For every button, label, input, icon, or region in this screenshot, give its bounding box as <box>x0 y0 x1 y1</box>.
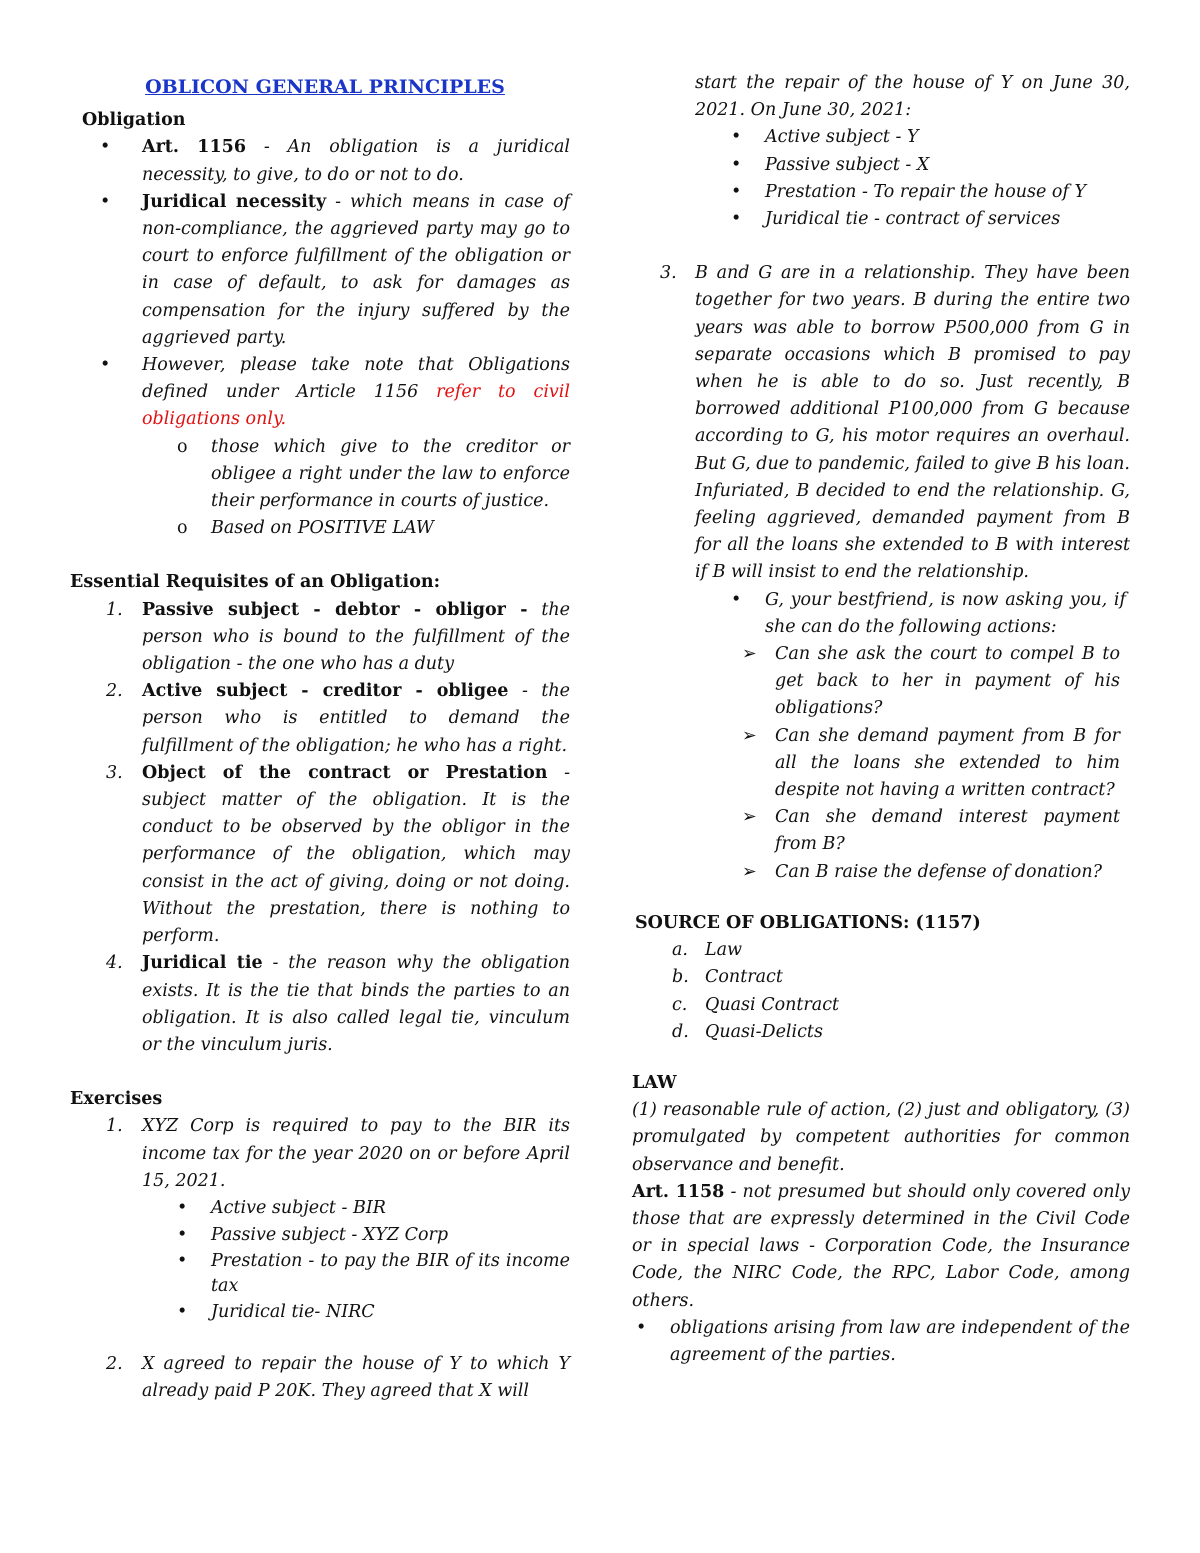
arrow-bullet-icon: ➢ <box>742 644 757 665</box>
circle-bullet-icon: o <box>177 518 188 539</box>
bullet-icon: • <box>731 589 742 610</box>
arrow-bullet-icon: ➢ <box>742 807 757 828</box>
ex3-question: ➢ Can B raise the defense of donation? <box>632 859 1130 886</box>
ex3-question: ➢ Can she ask the court to compel B to get back to her in payment of his obligations? <box>632 641 1130 723</box>
ex3-question: ➢ Can she demand interest payment from B? <box>632 804 1130 858</box>
bullet-icon: • <box>731 209 742 230</box>
bullet-art-1156: • Art. 1156 - An obligation is a juridical necessity, to give, to do or not to do. <box>70 134 570 188</box>
source-item: a. Law <box>672 940 743 961</box>
bullet-icon: • <box>177 1251 188 1272</box>
ex2-bullet: • Active subject - Y <box>632 124 1130 151</box>
law-heading: LAW <box>632 1072 677 1093</box>
art-1158: Art. 1158 - not presumed but should only covered only those that are expressly determined in the Civil Code or in special laws - Corporation Code, the Insurance Code, the NIRC Code, the RPC, Labor Code, among others. <box>632 1181 1130 1311</box>
sources-heading: SOURCE OF OBLIGATIONS: (1157) <box>635 912 981 933</box>
ex1-bullet: • Prestation - to pay the BIR of its income tax <box>177 1251 570 1297</box>
ex1-bullet: • Active subject - BIR <box>70 1195 570 1222</box>
bullet-icon: • <box>100 191 111 212</box>
bullet-icon: • <box>177 1225 188 1246</box>
exercises-heading: Exercises <box>70 1089 163 1110</box>
bullet-however: • However, please take note that Obligations defined under Article 1156 refer to civil obligations only. <box>70 352 570 434</box>
sub-bullet-positive-law: o Based on POSITIVE LAW <box>70 515 570 542</box>
source-item: c. Quasi Contract <box>672 994 840 1015</box>
sub-bullet-creditor: o those which give to the creditor or obligee a right under the law to enforce their performance in courts of justice. <box>70 434 570 516</box>
bullet-juridical-necessity: • Juridical necessity - which means in case of non-compliance, the aggrieved party may go to court to enforce fulfillment of the obligation or in case of default, to ask for damages as compensation for the injury suffered by the aggrieved party. <box>70 189 570 352</box>
bullet-icon: • <box>100 137 111 158</box>
law-definition: (1) reasonable rule of action, (2) just and obligatory, (3) promulgated by competent authorities for common observance and benefit. <box>632 1100 1130 1175</box>
bullet-icon: • <box>636 1317 647 1338</box>
ex2-bullet: • Juridical tie - contract of services <box>632 206 1130 233</box>
exercise-item-2-continued: start the repair of the house of Y on June 30, 2021. On June 30, 2021: <box>695 73 1130 121</box>
bullet-icon: • <box>731 181 742 202</box>
exercise-item-1: 1. XYZ Corp is required to pay to the BIR its income tax for the year 2020 on or before April 15, 2021. <box>106 1116 570 1191</box>
bullet-icon: • <box>731 127 742 148</box>
essential-requisites-heading: Essential Requisites of an Obligation: <box>70 572 441 593</box>
exercise-item-3: 3. B and G are in a relationship. They have been together for two years. B during the entire two years was able to borrow P500,000 from G in separate occasions which B promised to pay when he is able to do so. Just recently, B borrowed additional P100,000 from G because according to G, his motor requires an overhaul. But G, due to pandemic, failed to give B his loan. Infuriated, B decided to end the relationship. G, feeling aggrieved, demanded payment from B for all the loans she extended to B with interest if B will insist to end the relationship. <box>660 263 1130 583</box>
requisite-item-4: 4. Juridical tie - the reason why the obligation exists. It is the tie that binds the parties to an obligation. It is also called legal tie, vinculum or the vinculum juris. <box>106 953 570 1055</box>
arrow-bullet-icon: ➢ <box>742 725 757 746</box>
requisite-item-3: 3. Object of the contract or Prestation - subject matter of the obligation. It is the conduct to be observed by the obligor in the performance of the obligation, which may consist in the act of giving, doing or not doing. Without the prestation, there is nothing to perform. <box>106 762 570 947</box>
source-item: b. Contract <box>672 967 783 988</box>
ex2-bullet: • Passive subject - X <box>632 152 1130 179</box>
arrow-bullet-icon: ➢ <box>742 861 757 882</box>
document-title: OBLICON GENERAL PRINCIPLES <box>145 76 505 98</box>
bullet-icon: • <box>731 154 742 175</box>
law-bullet: • obligations arising from law are independent of the agreement of the parties. <box>632 1315 1130 1369</box>
left-column <box>70 70 570 1405</box>
requisite-item-2: 2. Active subject - creditor - obligee - the person who is entitled to demand the fulfillment of the obligation; he who has a right. <box>106 681 570 756</box>
ex1-bullet: • Juridical tie- NIRC <box>70 1299 570 1326</box>
source-item: d. Quasi-Delicts <box>672 1021 823 1042</box>
obligation-heading: Obligation <box>82 110 186 131</box>
bullet-icon: • <box>177 1302 188 1323</box>
ex3-bullet: • G, your bestfriend, is now asking you, if she can do the following actions: <box>632 587 1130 641</box>
ex3-question: ➢ Can she demand payment from B for all the loans she extended to him despite not having a written contract? <box>632 723 1130 805</box>
bullet-icon: • <box>177 1197 188 1218</box>
requisite-item-1: 1. Passive subject - debtor - obligor - the person who is bound to the fulfillment of the obligation - the one who has a duty <box>106 599 570 675</box>
bullet-icon: • <box>100 355 111 376</box>
ex1-bullet: • Passive subject - XYZ Corp <box>70 1222 570 1249</box>
ex2-bullet: • Prestation - To repair the house of Y <box>632 179 1130 206</box>
exercise-item-2: 2. X agreed to repair the house of Y to which Y already paid P 20K. They agreed that X will <box>106 1353 570 1401</box>
circle-bullet-icon: o <box>177 436 188 457</box>
right-column <box>632 70 1130 1369</box>
